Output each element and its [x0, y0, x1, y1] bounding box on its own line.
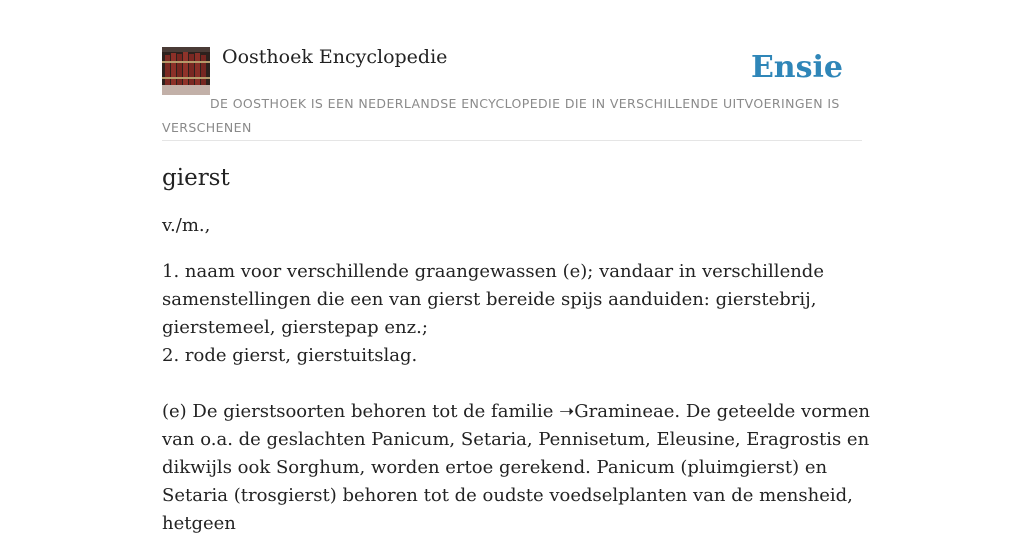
definition-1: 1. naam voor verschillende graangewassen (e); vandaar in verschillende samenstellingen die een van gierst bereide spijs aanduiden: gierstebrij, gierstemeel, gierstepap enz.; — [162, 261, 824, 338]
definition-2: 2. rode gierst, gierstuitslag. — [162, 345, 418, 366]
cross-reference-arrow-icon: ➝ — [559, 401, 575, 422]
gramineae-link[interactable]: Gramineae — [574, 401, 675, 422]
entry-title: gierst — [162, 165, 230, 191]
site-tagline: DE OOSTHOEK IS EEN NEDERLANDSE ENCYCLOPEDIE DIE IN VERSCHILLENDE UITVOERINGEN IS VERSCHENEN — [162, 96, 840, 135]
note-prefix: (e) De gierstsoorten behoren tot de familie — [162, 401, 560, 422]
site-header — [162, 40, 862, 141]
entry-definition — [162, 258, 872, 538]
encyclopedia-books-icon — [162, 47, 210, 95]
paragraph-spacer — [162, 370, 872, 398]
entry-content — [162, 160, 882, 538]
ensie-logo-link[interactable]: Ensie — [750, 50, 843, 85]
site-title-link[interactable]: Oosthoek Encyclopedie — [222, 46, 448, 68]
part-of-speech: v./m., — [162, 215, 211, 236]
note-rest: . De geteelde vormen van o.a. de geslachten Panicum, Setaria, Pennisetum, Eleusine, Eragrostis en dikwijls ook Sorghum, worden ertoe gerekend. Panicum (pluimgierst) en Setaria (trosgierst) behoren tot de oudste voedselplanten van de mensheid, hetgeen — [162, 401, 870, 534]
site-avatar[interactable] — [162, 47, 210, 95]
note-paragraph — [162, 398, 872, 538]
